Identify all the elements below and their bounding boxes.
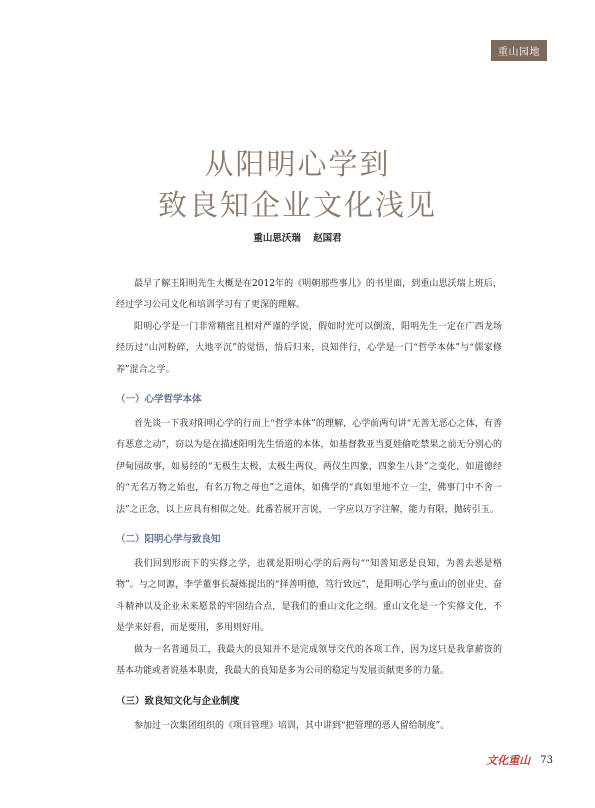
title-line-2: 致良知企业文化浅见 bbox=[157, 188, 437, 222]
section-heading-1: （一）心学哲学本体 bbox=[116, 394, 202, 406]
section-2-paragraph-2: 做为一名普通员工，我最大的良知并不是完成领导交代的各项工作，因为这只是我拿薪资的基本功能或者说基本职责，我最大的良知是多为公司的稳定与发展贡献更多的力量。 bbox=[116, 644, 502, 677]
column-tag: 重山园地 bbox=[491, 40, 547, 61]
section-3-paragraph-1: 参加过一次集团组织的《项目管理》培训，其中讲到“把管理的恶人留给制度”。 bbox=[134, 720, 450, 731]
author-company: 重山思沃瑞 bbox=[253, 233, 301, 244]
title-line-1: 从阳明心学到 bbox=[204, 147, 391, 181]
magazine-logo: 文化重山 bbox=[486, 754, 531, 767]
section-heading-3: （三）致良知文化与企业制度 bbox=[116, 695, 240, 707]
page-footer bbox=[486, 752, 553, 768]
section-heading-2: （二）阳明心学与致良知 bbox=[116, 534, 221, 546]
page-number: 73 bbox=[540, 754, 553, 766]
intro-paragraph-1: 最早了解王阳明先生大概是在2012年的《明朝那些事儿》的书里面，到重山思沃瑞上班后，经过学习公司文化和培训学习有了更深的理解。 bbox=[116, 279, 502, 311]
article-title bbox=[0, 146, 595, 223]
section-1-paragraph-1: 首先谈一下我对阳明心学的行而上“哲学本体”的理解，心学前两句讲“无善无恶心之体，有善有恶意之动”，窃以为是在描述阳明先生悟道的本体，如基督教亚当夏娃偷吃禁果之前无分别心的伊甸园故事，如易经的“无极生太极，太极生两仪，两仪生四象，四象生八卦”之变化，如道德经的“无名万物之始也，有名万物之母也”之道体，如佛学的“真如里地不立一尘，佛事门中不舍一法”之正念，以上应具有相似之处。此番若展开言说，一字应以万字注解，能力有限，抛砖引玉。 bbox=[116, 419, 502, 515]
intro-paragraph-2: 阳明心学是一门非常精密且相对严谨的学说，假如时光可以倒流，阳明先生一定在广西龙场经历过“山河粉碎，大地平沉”的觉悟，悟后归来，良知伴行，心学是一门“哲学本体”与“儒家修养”混合之学。 bbox=[116, 321, 502, 375]
author-line bbox=[0, 230, 595, 244]
section-2-paragraph-1: 我们回到形而下的实修之学，也就是阳明心学的后两句““知善知恶是良知，为善去恶是格物”。与之同源，李学董事长凝炼提出的“择善明德，笃行致远”，是阳明心学与重山的创业史、奋斗精神以及企业未来愿景的牢固结合点，是我们的重山文化之纲。重山文化是一个实修文化，不是学来好看，而是要用，多用则好用。 bbox=[116, 559, 502, 634]
author-name: 赵国君 bbox=[313, 233, 342, 244]
article-body bbox=[116, 274, 502, 737]
